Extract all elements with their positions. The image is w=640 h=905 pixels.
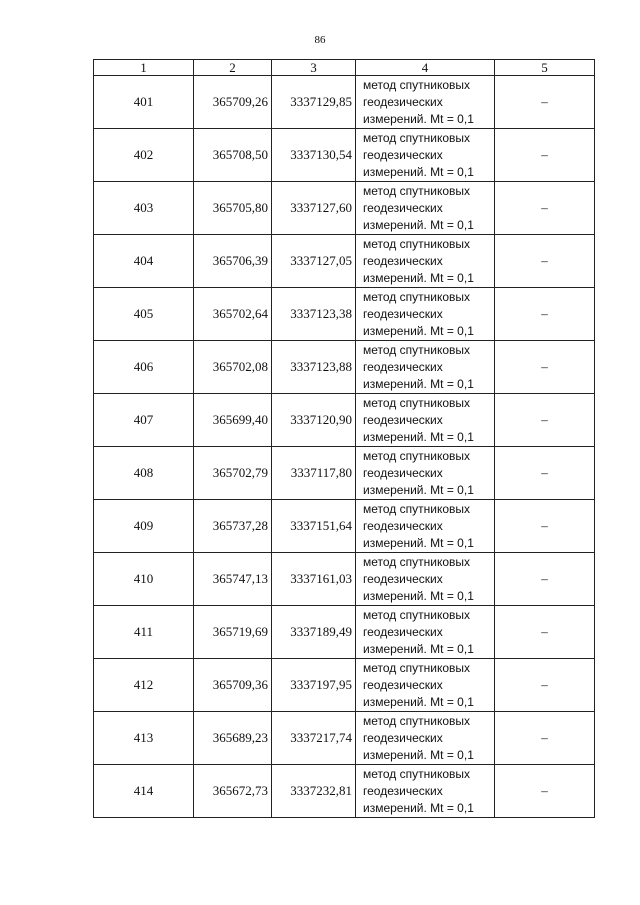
- note-cell: –: [495, 341, 595, 394]
- table-row: [94, 76, 595, 129]
- method-cell: [356, 447, 495, 500]
- y-coordinate-cell: 3337123,38: [272, 288, 356, 341]
- point-number-cell: 408: [94, 447, 194, 500]
- note-cell: –: [495, 765, 595, 818]
- method-line: геодезических: [363, 147, 443, 162]
- y-coordinate-cell: 3337127,60: [272, 182, 356, 235]
- note-cell: –: [495, 712, 595, 765]
- point-number-cell: 404: [94, 235, 194, 288]
- method-cell: [356, 341, 495, 394]
- point-number-cell: 414: [94, 765, 194, 818]
- method-line: измерений. Mt = 0,1: [363, 800, 474, 815]
- point-number-cell: 401: [94, 76, 194, 129]
- table-row: [94, 129, 595, 182]
- point-number-cell: 402: [94, 129, 194, 182]
- method-line: метод спутниковых: [363, 766, 471, 781]
- method-line: геодезических: [363, 571, 443, 586]
- method-cell: [356, 765, 495, 818]
- note-cell: –: [495, 394, 595, 447]
- table-row: [94, 500, 595, 553]
- method-line: метод спутниковых: [363, 289, 471, 304]
- coordinates-table: [93, 59, 595, 818]
- x-coordinate-cell: 365702,64: [194, 288, 272, 341]
- point-number-cell: 403: [94, 182, 194, 235]
- x-coordinate-cell: 365737,28: [194, 500, 272, 553]
- table-row: [94, 447, 595, 500]
- y-coordinate-cell: 3337189,49: [272, 606, 356, 659]
- method-line: метод спутниковых: [363, 77, 471, 92]
- y-coordinate-cell: 3337123,88: [272, 341, 356, 394]
- method-line: геодезических: [363, 306, 443, 321]
- method-cell: [356, 553, 495, 606]
- method-cell: [356, 129, 495, 182]
- y-coordinate-cell: 3337217,74: [272, 712, 356, 765]
- method-line: геодезических: [363, 465, 443, 480]
- method-line: измерений. Mt = 0,1: [363, 429, 474, 444]
- y-coordinate-cell: 3337127,05: [272, 235, 356, 288]
- table-row: [94, 341, 595, 394]
- note-cell: –: [495, 288, 595, 341]
- point-number-cell: 412: [94, 659, 194, 712]
- table-row: [94, 659, 595, 712]
- y-coordinate-cell: 3337117,80: [272, 447, 356, 500]
- method-line: геодезических: [363, 253, 443, 268]
- table-row: [94, 288, 595, 341]
- method-line: измерений. Mt = 0,1: [363, 270, 474, 285]
- method-line: метод спутниковых: [363, 395, 471, 410]
- method-line: геодезических: [363, 200, 443, 215]
- method-line: геодезических: [363, 518, 443, 533]
- method-line: метод спутниковых: [363, 236, 471, 251]
- column-header: 1: [94, 60, 194, 76]
- note-cell: –: [495, 553, 595, 606]
- column-header: 5: [495, 60, 595, 76]
- note-cell: –: [495, 182, 595, 235]
- method-line: метод спутниковых: [363, 342, 471, 357]
- table-row: [94, 606, 595, 659]
- method-line: измерений. Mt = 0,1: [363, 376, 474, 391]
- point-number-cell: 410: [94, 553, 194, 606]
- table-header-row: [94, 60, 595, 76]
- x-coordinate-cell: 365709,36: [194, 659, 272, 712]
- note-cell: –: [495, 447, 595, 500]
- method-cell: [356, 712, 495, 765]
- column-header: 4: [356, 60, 495, 76]
- method-line: геодезических: [363, 94, 443, 109]
- method-line: метод спутниковых: [363, 183, 471, 198]
- y-coordinate-cell: 3337197,95: [272, 659, 356, 712]
- method-line: измерений. Mt = 0,1: [363, 535, 474, 550]
- x-coordinate-cell: 365699,40: [194, 394, 272, 447]
- point-number-cell: 413: [94, 712, 194, 765]
- method-line: измерений. Mt = 0,1: [363, 164, 474, 179]
- table-row: [94, 394, 595, 447]
- note-cell: –: [495, 76, 595, 129]
- method-cell: [356, 288, 495, 341]
- y-coordinate-cell: 3337151,64: [272, 500, 356, 553]
- note-cell: –: [495, 129, 595, 182]
- y-coordinate-cell: 3337161,03: [272, 553, 356, 606]
- x-coordinate-cell: 365709,26: [194, 76, 272, 129]
- table-row: [94, 712, 595, 765]
- method-line: метод спутниковых: [363, 130, 471, 145]
- method-cell: [356, 500, 495, 553]
- method-line: геодезических: [363, 412, 443, 427]
- point-number-cell: 411: [94, 606, 194, 659]
- point-number-cell: 406: [94, 341, 194, 394]
- method-line: измерений. Mt = 0,1: [363, 747, 474, 762]
- method-cell: [356, 394, 495, 447]
- x-coordinate-cell: 365672,73: [194, 765, 272, 818]
- page-number: 86: [314, 34, 326, 46]
- x-coordinate-cell: 365706,39: [194, 235, 272, 288]
- column-header: 2: [194, 60, 272, 76]
- method-cell: [356, 76, 495, 129]
- point-number-cell: 405: [94, 288, 194, 341]
- x-coordinate-cell: 365702,79: [194, 447, 272, 500]
- method-cell: [356, 606, 495, 659]
- method-line: геодезических: [363, 783, 443, 798]
- x-coordinate-cell: 365708,50: [194, 129, 272, 182]
- method-cell: [356, 182, 495, 235]
- method-line: измерений. Mt = 0,1: [363, 217, 474, 232]
- method-line: измерений. Mt = 0,1: [363, 694, 474, 709]
- y-coordinate-cell: 3337129,85: [272, 76, 356, 129]
- method-line: геодезических: [363, 730, 443, 745]
- x-coordinate-cell: 365747,13: [194, 553, 272, 606]
- method-cell: [356, 235, 495, 288]
- x-coordinate-cell: 365689,23: [194, 712, 272, 765]
- method-line: измерений. Mt = 0,1: [363, 323, 474, 338]
- method-cell: [356, 659, 495, 712]
- table-row: [94, 182, 595, 235]
- method-line: метод спутниковых: [363, 554, 471, 569]
- method-line: измерений. Mt = 0,1: [363, 588, 474, 603]
- method-line: метод спутниковых: [363, 448, 471, 463]
- point-number-cell: 409: [94, 500, 194, 553]
- note-cell: –: [495, 606, 595, 659]
- column-header: 3: [272, 60, 356, 76]
- table-row: [94, 553, 595, 606]
- y-coordinate-cell: 3337130,54: [272, 129, 356, 182]
- y-coordinate-cell: 3337232,81: [272, 765, 356, 818]
- x-coordinate-cell: 365702,08: [194, 341, 272, 394]
- note-cell: –: [495, 235, 595, 288]
- method-line: измерений. Mt = 0,1: [363, 641, 474, 656]
- method-line: метод спутниковых: [363, 501, 471, 516]
- note-cell: –: [495, 659, 595, 712]
- y-coordinate-cell: 3337120,90: [272, 394, 356, 447]
- table-row: [94, 235, 595, 288]
- x-coordinate-cell: 365705,80: [194, 182, 272, 235]
- method-line: геодезических: [363, 677, 443, 692]
- method-line: измерений. Mt = 0,1: [363, 482, 474, 497]
- method-line: метод спутниковых: [363, 660, 471, 675]
- note-cell: –: [495, 500, 595, 553]
- method-line: геодезических: [363, 624, 443, 639]
- table-row: [94, 765, 595, 818]
- table-body: [94, 76, 595, 818]
- x-coordinate-cell: 365719,69: [194, 606, 272, 659]
- point-number-cell: 407: [94, 394, 194, 447]
- method-line: метод спутниковых: [363, 713, 471, 728]
- method-line: метод спутниковых: [363, 607, 471, 622]
- method-line: измерений. Mt = 0,1: [363, 111, 474, 126]
- method-line: геодезических: [363, 359, 443, 374]
